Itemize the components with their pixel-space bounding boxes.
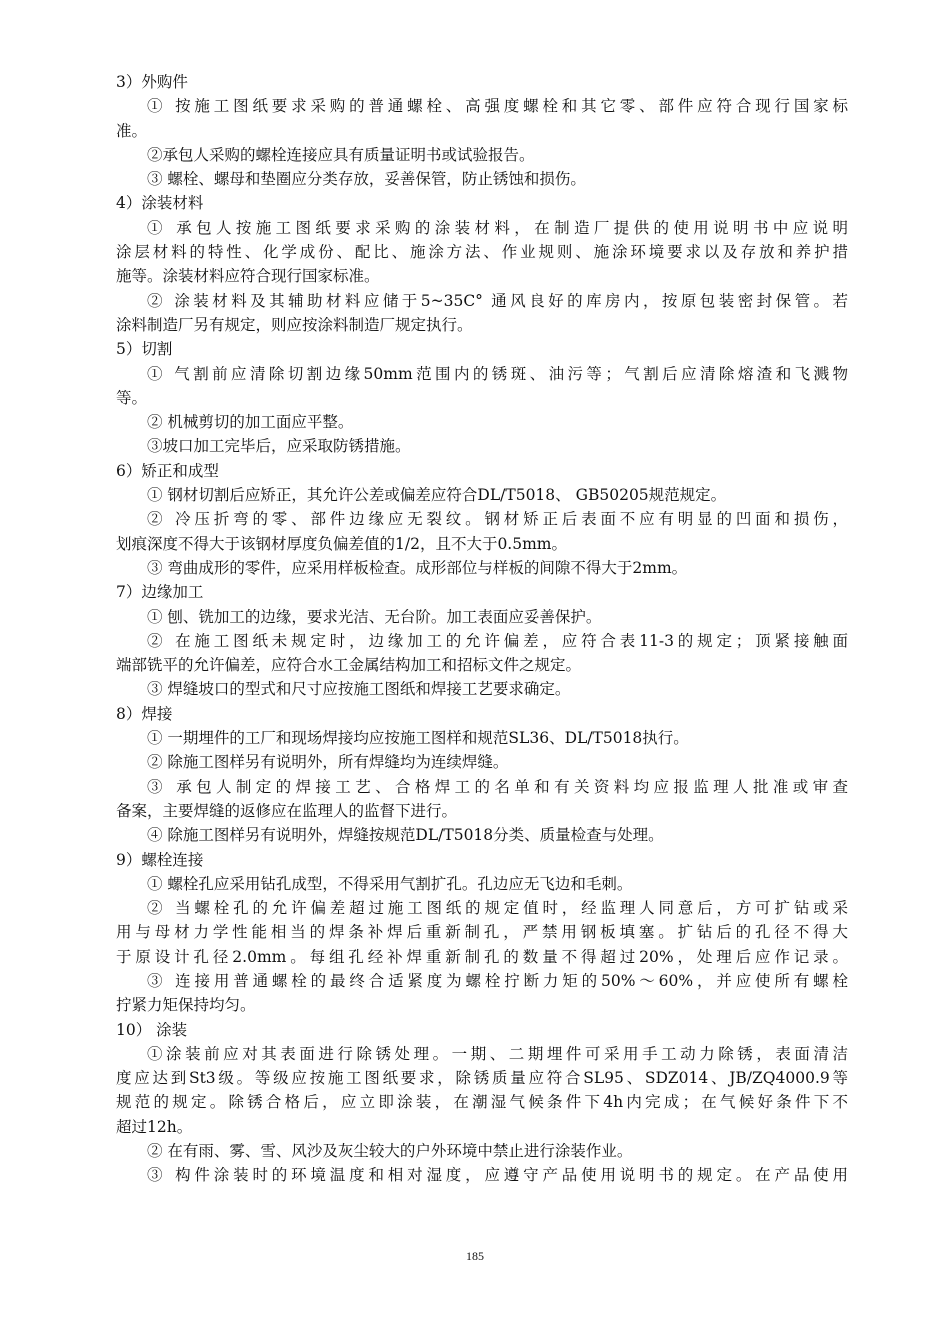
paragraph-line: 准。 — [116, 121, 148, 140]
paragraph-line: 备案，主要焊缝的返修应在监理人的监督下进行。 — [116, 801, 458, 820]
paragraph-line: 于原设计孔径2.0mm。每组孔经补焊重新制孔的数量不得超过20%，处理后应作记录。 — [116, 947, 848, 966]
section-heading: 5）切割 — [116, 340, 173, 359]
section-heading: 6）矫正和成型 — [116, 461, 219, 480]
paragraph-line: 规范的规定。除锈合格后，应立即涂装，在潮湿气候条件下4h内完成；在气候好条件下不 — [116, 1093, 848, 1112]
paragraph-line: 施等。涂装材料应符合现行国家标准。 — [116, 267, 380, 286]
paragraph-line: ③ 构件涂装时的环境温度和相对湿度，应遵守产品使用说明书的规定。在产品使用 — [147, 1166, 848, 1185]
paragraph-line: 等。 — [116, 388, 148, 407]
paragraph-line: 端部铣平的允许偏差，应符合水工金属结构加工和招标文件之规定。 — [116, 656, 582, 675]
paragraph-line: ① 刨、铣加工的边缘，要求光洁、无台阶。加工表面应妥善保护。 — [147, 607, 602, 626]
paragraph-line: ③坡口加工完毕后，应采取防锈措施。 — [147, 437, 411, 456]
paragraph-line: ① 承包人按施工图纸要求采购的涂装材料，在制造厂提供的使用说明书中应说明 — [147, 218, 848, 237]
paragraph-line: ②承包人采购的螺栓连接应具有质量证明书或试验报告。 — [147, 145, 535, 164]
paragraph-line: ② 机械剪切的加工面应平整。 — [147, 413, 354, 432]
section-heading: 4）涂装材料 — [116, 194, 204, 213]
section-heading: 7）边缘加工 — [116, 583, 204, 602]
paragraph-line: ② 涂装材料及其辅助材料应储于5~35C° 通风良好的库房内，按原包装密封保管。若 — [147, 291, 848, 310]
paragraph-line: ② 冷压折弯的零、部件边缘应无裂纹。钢材矫正后表面不应有明显的凹面和损伤， — [147, 510, 848, 529]
paragraph-line: ③ 承包人制定的焊接工艺、合格焊工的名单和有关资料均应报监理人批准或审查 — [147, 777, 848, 796]
paragraph-line: ① 钢材切割后应矫正，其允许公差或偏差应符合DL/T5018、 GB50205规范规定。 — [147, 486, 727, 505]
paragraph-line: 涂层材料的特性、化学成份、配比、施涂方法、作业规则、施涂环境要求以及存放和养护措 — [116, 243, 848, 262]
paragraph-line: ① 气割前应清除切割边缘50mm范围内的锈斑、油污等；气割后应清除熔渣和飞溅物 — [147, 364, 848, 383]
paragraph-line: ② 在施工图纸未规定时，边缘加工的允许偏差，应符合表11-3的规定；顶紧接触面 — [147, 631, 848, 650]
paragraph-line: 度应达到St3级。等级应按施工图纸要求，除锈质量应符合SL95、SDZ014、JB/ZQ4000.9等 — [116, 1069, 848, 1088]
paragraph-line: ① 一期埋件的工厂和现场焊接均应按施工图样和规范SL36、DL/T5018执行。 — [147, 729, 689, 748]
page-number: 185 — [466, 1249, 484, 1263]
section-heading: 10） 涂装 — [116, 1020, 188, 1039]
paragraph-line: ④ 除施工图样另有说明外，焊缝按规范DL/T5018分类、质量检查与处理。 — [147, 826, 664, 845]
paragraph-line: ② 当螺栓孔的允许偏差超过施工图纸的规定值时，经监理人同意后，方可扩钻或采 — [147, 899, 848, 918]
paragraph-line: ③ 连接用普通螺栓的最终合适紧度为螺栓拧断力矩的50%～60%，并应使所有螺栓 — [147, 971, 848, 990]
section-heading: 3）外购件 — [116, 73, 188, 91]
paragraph-line: ① 螺栓孔应采用钻孔成型，不得采用气割扩孔。孔边应无飞边和毛刺。 — [147, 874, 633, 893]
paragraph-line: ② 在有雨、雾、雪、风沙及灰尘较大的户外环境中禁止进行涂装作业。 — [147, 1142, 633, 1161]
paragraph-line: ③ 焊缝坡口的型式和尺寸应按施工图纸和焊接工艺要求确定。 — [147, 680, 571, 699]
section-heading: 9）螺栓连接 — [116, 850, 204, 869]
paragraph-line: ③ 螺栓、螺母和垫圈应分类存放，妥善保管，防止锈蚀和损伤。 — [147, 170, 586, 189]
paragraph-line: ③ 弯曲成形的零件，应采用样板检查。成形部位与样板的间隙不得大于2mm。 — [147, 558, 688, 577]
paragraph-line: 划痕深度不得大于该钢材厚度负偏差值的1/2，且不大于0.5mm。 — [116, 534, 567, 553]
paragraph-line: 拧紧力矩保持均匀。 — [116, 996, 256, 1015]
paragraph-line: ① 按施工图纸要求采购的普通螺栓、高强度螺栓和其它零、部件应符合现行国家标 — [147, 97, 848, 116]
paragraph-line: 涂料制造厂另有规定，则应按涂料制造厂规定执行。 — [116, 315, 473, 334]
paragraph-line: ①涂装前应对其表面进行除锈处理。一期、二期埋件可采用手工动力除锈，表面清洁 — [147, 1044, 848, 1063]
paragraph-line: 用与母材力学性能相当的焊条补焊后重新制孔，严禁用钢板填塞。扩钻后的孔径不得大 — [116, 923, 848, 942]
paragraph-line: ② 除施工图样另有说明外，所有焊缝均为连续焊缝。 — [147, 753, 509, 772]
document-body — [116, 70, 848, 1188]
section-heading: 8）焊接 — [116, 704, 173, 723]
paragraph-line: 超过12h。 — [116, 1117, 193, 1136]
